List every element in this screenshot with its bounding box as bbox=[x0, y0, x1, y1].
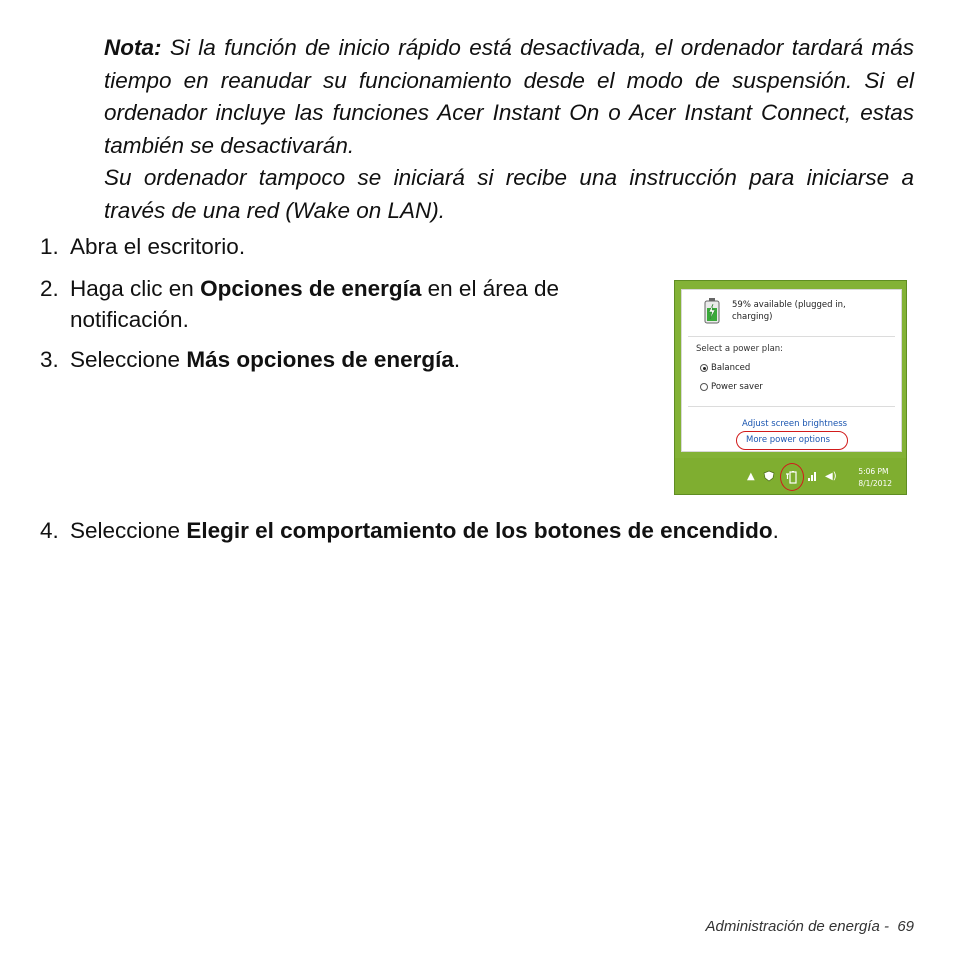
step-text: Abra el escritorio. bbox=[70, 234, 246, 259]
radio-unselected-icon bbox=[700, 383, 708, 391]
power-flyout-screenshot bbox=[674, 280, 907, 495]
step-3 bbox=[40, 344, 660, 375]
signal-bars-icon[interactable] bbox=[807, 470, 819, 482]
highlight-oval bbox=[736, 431, 848, 450]
note-label: Nota: bbox=[104, 35, 162, 60]
note-paragraph-2: Su ordenador tampoco se iniciará si recibe una instrucción para iniciarse a través de una red (Wake on LAN). bbox=[104, 165, 914, 223]
step-bold-term: Más opciones de energía bbox=[186, 347, 454, 372]
plan-label: Balanced bbox=[711, 363, 751, 373]
page-number: 69 bbox=[897, 918, 914, 935]
clock-date: 8/1/2012 bbox=[858, 479, 892, 488]
step-bold-term: Elegir el comportamiento de los botones de encendido bbox=[186, 518, 773, 543]
step-1 bbox=[40, 231, 660, 262]
battery-status-line-2: charging) bbox=[732, 312, 773, 322]
plan-label: Power saver bbox=[711, 382, 763, 392]
clock-time: 5:06 PM bbox=[858, 467, 889, 476]
step-text: Seleccione Más opciones de energía. bbox=[70, 347, 461, 372]
plan-power-saver[interactable] bbox=[700, 382, 763, 392]
step-text: Seleccione Elegir el comportamiento de los botones de encendido. bbox=[70, 518, 779, 543]
note-paragraph-1 bbox=[104, 32, 914, 162]
note-text-1: Si la función de inicio rápido está desactivada, el ordenador tardará más tiempo en reanudar su funcionamiento desde el modo de suspensión. Si el ordenador incluye las funciones Acer Instant On o Acer Instant Connect, estas también se desactivarán. bbox=[104, 35, 914, 158]
highlight-circle bbox=[780, 463, 804, 491]
step-number: 1. bbox=[40, 234, 59, 259]
page-footer bbox=[706, 918, 914, 935]
speaker-icon[interactable]: ◀) bbox=[825, 471, 837, 482]
step-bold-term: Opciones de energía bbox=[200, 276, 422, 301]
footer-section: Administración de energía - bbox=[705, 918, 889, 935]
step-4 bbox=[40, 515, 920, 546]
step-number: 3. bbox=[40, 347, 59, 372]
power-plan-label: Select a power plan: bbox=[696, 344, 784, 354]
radio-selected-icon bbox=[700, 364, 708, 372]
chevron-up-icon[interactable]: ▲ bbox=[747, 471, 755, 482]
divider bbox=[688, 406, 895, 407]
clock[interactable] bbox=[858, 466, 892, 490]
shield-icon[interactable] bbox=[763, 470, 775, 482]
step-number: 2. bbox=[40, 276, 59, 301]
more-power-options-link[interactable]: More power options bbox=[746, 435, 831, 445]
adjust-brightness-link[interactable]: Adjust screen brightness bbox=[742, 419, 848, 429]
battery-charging-icon bbox=[704, 298, 720, 324]
taskbar bbox=[675, 458, 906, 494]
divider bbox=[688, 336, 895, 337]
note-block bbox=[104, 32, 914, 227]
step-2 bbox=[40, 273, 660, 335]
power-flyout-panel bbox=[681, 289, 902, 452]
step-text: Haga clic en Opciones de energía en el área de notificación. bbox=[70, 276, 560, 332]
battery-status-line-1: 59% available (plugged in, bbox=[732, 300, 846, 310]
step-number: 4. bbox=[40, 518, 59, 543]
plan-balanced[interactable] bbox=[700, 363, 750, 373]
battery-status bbox=[732, 299, 862, 323]
